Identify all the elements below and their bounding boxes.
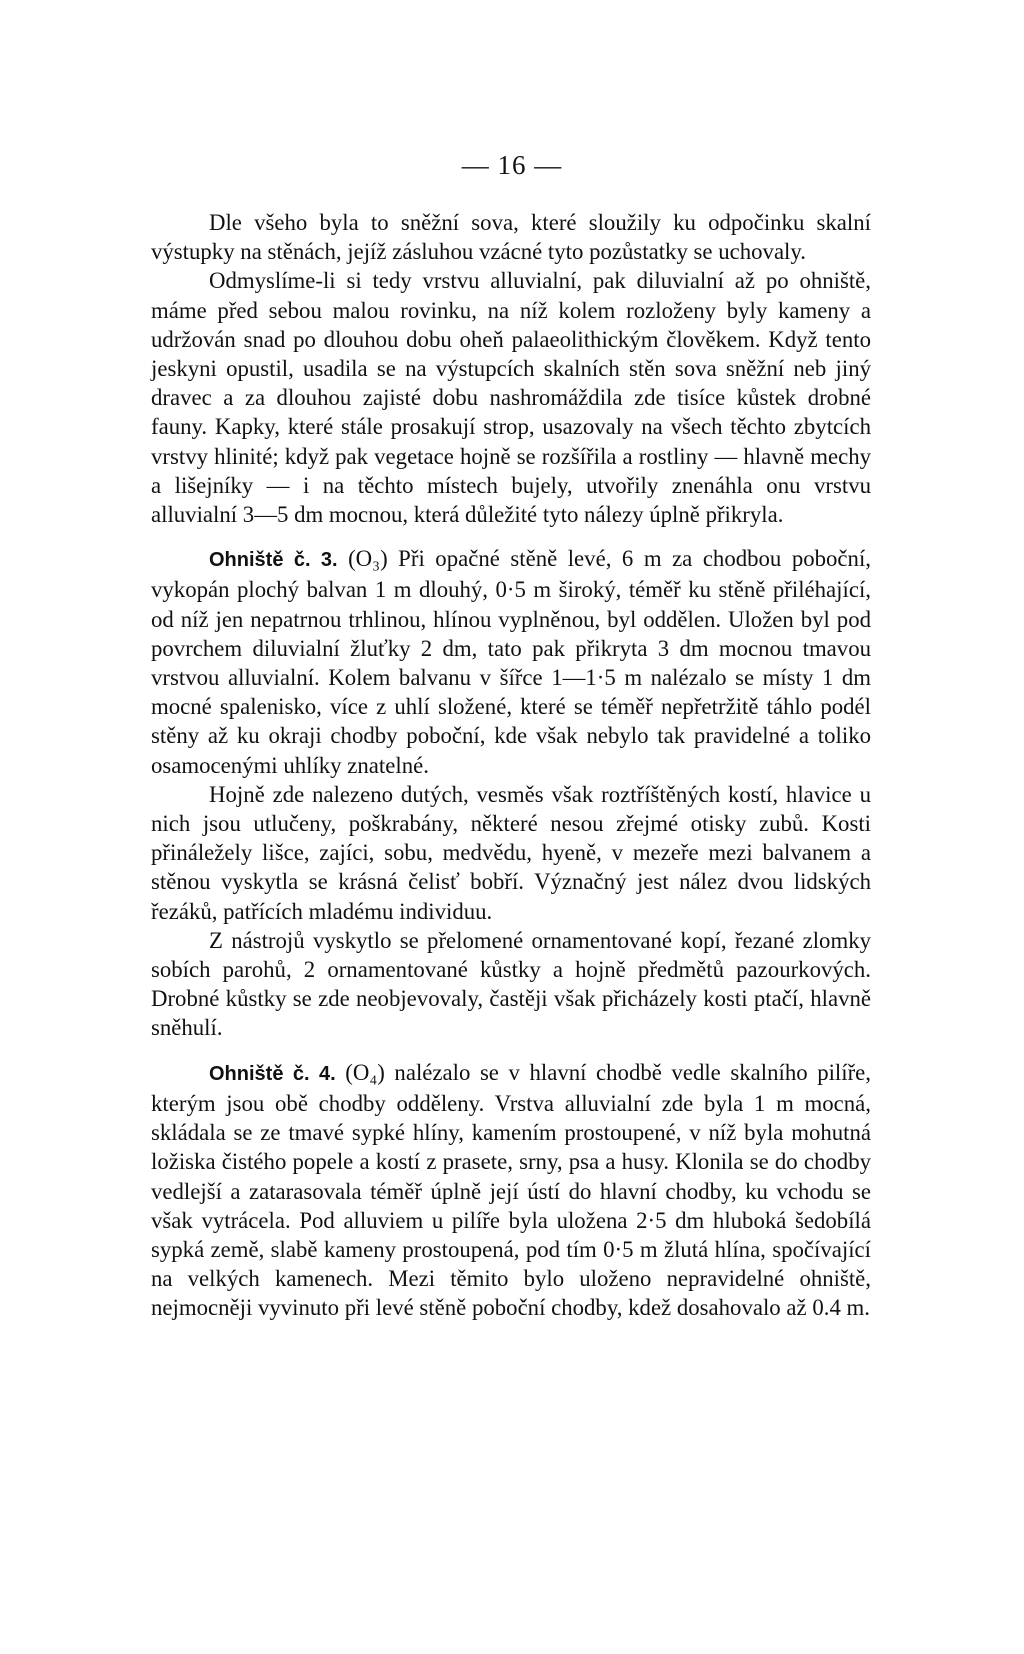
section-heading-hearth-3: Ohniště č. 3.	[209, 549, 338, 572]
paragraph-2	[151, 266, 871, 529]
page-number: — 16 —	[461, 150, 563, 180]
body-text	[151, 208, 871, 1323]
paragraph-4-text: Hojně zde nalezeno dutých, vesměs však roztříštěných kostí, hlavice u nich jsou utlučeny, poškrabány, některé nesou zřejmé otisky zubů. Kosti přináležely lišce, zajíci, sobu, medvědu, hyeně, v mezeře mezi balvanem a stěnou vyskytla se krásná čelisť bobří. Význačný jest nález dvou lidských řezáků, patřících mladému individuu.	[151, 781, 871, 924]
paragraph-2-text: Odmyslíme-li si tedy vrstvu alluvialní, pak diluvialní až po ohniště, máme před sebou malou rovinku, na níž kolem rozloženy byly kameny a udržován snad po dlouhou dobu oheň palaeolithickým člověkem. Když tento jeskyni opustil, usadila se na výstupcích skalních stěn sova sněžní neb jiný dravec a za dlouhou zajisté dobu nashromáždila zde tisíce kůstek drobné fauny. Kapky, které stále prosakují strop, usazovaly na všech těchto zbytcích vrstvy hlinité; když pak vegetace hojně se rozšířila a rostliny — hlavně mechy a lišejníky — i na těchto místech bujely, utvořily znenáhla onu vrstvu alluvialní 3—5 dm mocnou, která důležité tyto nálezy úplně přikryla.	[151, 268, 871, 528]
paragraph-6	[151, 1058, 871, 1323]
section-heading-hearth-4: Ohniště č. 4.	[209, 1062, 336, 1085]
paragraph-3-text: (O₃) Při opačné stěně levé, 6 m za chodbou poboční, vykopán plochý balvan 1 m dlouhý, 0·5 m široký, téměř ku stěně přiléhající, od níž jen nepatrnou trhlinou, hlínou vyplněnou, byl oddělen. Uložen byl pod povrchem diluvialní žluťky 2 dm, tato pak přikryta 3 dm mocnou tmavou vrstvou alluvialní. Kolem balvanu v šířce 1—1·5 m nalézalo se místy 1 dm mocné spalenisko, více z uhlí složené, které se téměř nepřetržitě táhlo podél stěny až ku okraji chodby poboční, kde však nebylo tak pravidelné a toliko osamocenými uhlíky znatelné.	[151, 546, 871, 778]
paragraph-1	[151, 208, 871, 266]
paragraph-5-text: Z nástrojů vyskytlo se přelomené ornamentované kopí, řezané zlomky sobích parohů, 2 ornamentované kůstky a hojně předmětů pazourkových. Drobné kůstky se zde neobjevovaly, častěji však přicházely kosti ptačí, hlavně sněhulí.	[151, 927, 871, 1041]
paragraph-4	[151, 780, 871, 926]
paragraph-1-text: Dle všeho byla to sněžní sova, které sloužily ku odpočinku skalní výstupky na stěnách, jejíž zásluhou vzácné tyto pozůstatky se uchovaly.	[151, 210, 871, 265]
paragraph-3	[151, 544, 871, 780]
paragraph-6-text: (O₄) nalézalo se v hlavní chodbě vedle skalního pilíře, kterým jsou obě chodby odděleny. Vrstva alluvialní zde byla 1 m mocná, skládala se ze tmavé sypké hlíny, kamením prostoupené, v níž byla mohutná ložiska čistého popele a kostí z prasete, srny, psa a husy. Klonila se do chodby vedlejší a zatarasovala téměř úplně její ústí do hlavní chodby, ku vchodu se však vytrácela. Pod alluviem u pilíře byla uložena 2·5 dm hluboká šedobílá sypká země, slabě kameny prostoupená, pod tím 0·5 m žlutá hlína, spočívající na velkých kamenech. Mezi těmito bylo uloženo nepravidelné ohniště, nejmocněji vyvinuto při levé stěně poboční chodby, kdež dosahovalo až 0.4 m.	[151, 1059, 872, 1321]
paragraph-5	[151, 926, 871, 1043]
